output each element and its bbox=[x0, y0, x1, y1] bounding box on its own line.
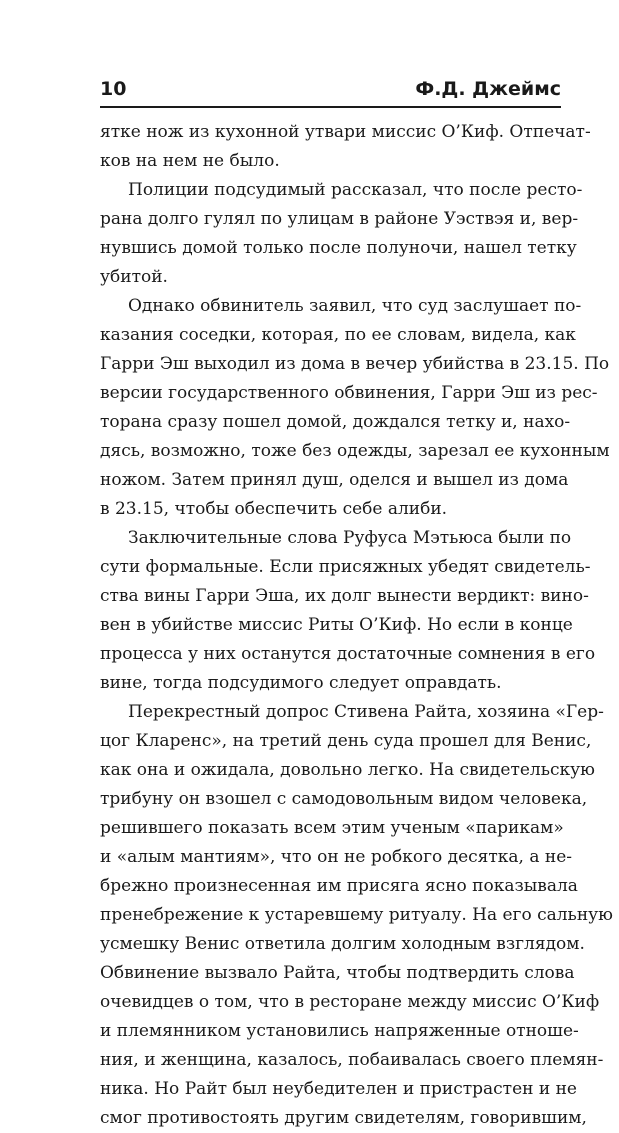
text-line: сути формальные. Если присяжных убедят свидетель- bbox=[100, 557, 591, 577]
text-line: нувшись домой только после полуночи, нашел тетку bbox=[100, 238, 577, 258]
text-line: Полиции подсудимый рассказал, что после ресто- bbox=[128, 180, 583, 200]
text-line: брежно произнесенная им присяга ясно показывала bbox=[100, 876, 578, 896]
running-header bbox=[100, 78, 561, 104]
text-line: торана сразу пошел домой, дождался тетку и, нахо- bbox=[100, 412, 571, 432]
text-line: процесса у них останутся достаточные сомнения в его bbox=[100, 644, 596, 664]
text-line: Заключительные слова Руфуса Мэтьюса были по bbox=[128, 528, 572, 548]
paragraph bbox=[100, 176, 583, 292]
body-text bbox=[100, 118, 613, 1133]
text-line: вен в убийстве миссис Риты О’Киф. Но если в конце bbox=[100, 615, 573, 635]
paragraph bbox=[100, 118, 591, 176]
text-line: ножом. Затем принял душ, оделся и вышел из дома bbox=[100, 470, 569, 490]
text-line: казания соседки, которая, по ее словам, видела, как bbox=[100, 325, 576, 345]
text-line: вине, тогда подсудимого следует оправдать. bbox=[100, 673, 502, 693]
text-line: версии государственного обвинения, Гарри Эш из рес- bbox=[100, 383, 598, 403]
text-line: Обвинение вызвало Райта, чтобы подтвердить слова bbox=[100, 963, 575, 983]
text-line: очевидцев о том, что в ресторане между миссис О’Киф bbox=[100, 992, 600, 1012]
text-line: цог Кларенс», на третий день суда прошел для Венис, bbox=[100, 731, 592, 751]
text-line: решившего показать всем этим ученым «парикам» bbox=[100, 818, 564, 838]
text-line: Перекрестный допрос Стивена Райта, хозяина «Гер- bbox=[128, 702, 604, 722]
text-line: как она и ожидала, довольно легко. На свидетельскую bbox=[100, 760, 595, 780]
text-line: смог противостоять другим свидетелям, говорившим, bbox=[100, 1108, 587, 1128]
text-line: и «алым мантиям», что он не робкого десятка, а не- bbox=[100, 847, 573, 867]
text-line: ства вины Гарри Эша, их долг вынести вердикт: вино- bbox=[100, 586, 589, 606]
text-line: ков на нем не было. bbox=[100, 151, 280, 171]
text-line: усмешку Венис ответила долгим холодным взглядом. bbox=[100, 934, 585, 954]
text-line: и племянником установились напряженные отноше- bbox=[100, 1021, 579, 1041]
header-rule bbox=[100, 106, 561, 108]
paragraph bbox=[100, 524, 596, 698]
paragraph bbox=[100, 292, 610, 524]
text-line: пренебрежение к устаревшему ритуалу. На его сальную bbox=[100, 905, 613, 925]
text-line: убитой. bbox=[100, 267, 168, 287]
text-line: ятке нож из кухонной утвари миссис О’Киф. Отпечат- bbox=[100, 122, 591, 142]
text-line: ника. Но Райт был неубедителен и пристрастен и не bbox=[100, 1079, 577, 1099]
text-line: Однако обвинитель заявил, что суд заслушает по- bbox=[128, 296, 582, 316]
text-line: Гарри Эш выходил из дома в вечер убийства в 23.15. По bbox=[100, 354, 610, 374]
paragraph bbox=[100, 698, 613, 1133]
text-line: трибуну он взошел с самодовольным видом человека, bbox=[100, 789, 588, 809]
text-line: рана долго гулял по улицам в районе Уэствэя и, вер- bbox=[100, 209, 579, 229]
page-number: 10 bbox=[100, 78, 127, 100]
text-line: дясь, возможно, тоже без одежды, зарезал ее кухонным bbox=[100, 441, 610, 461]
running-title: Ф.Д. Джеймс bbox=[415, 78, 561, 100]
text-line: ния, и женщина, казалось, побаивалась своего племян- bbox=[100, 1050, 604, 1070]
text-line: в 23.15, чтобы обеспечить себе алиби. bbox=[100, 499, 448, 519]
